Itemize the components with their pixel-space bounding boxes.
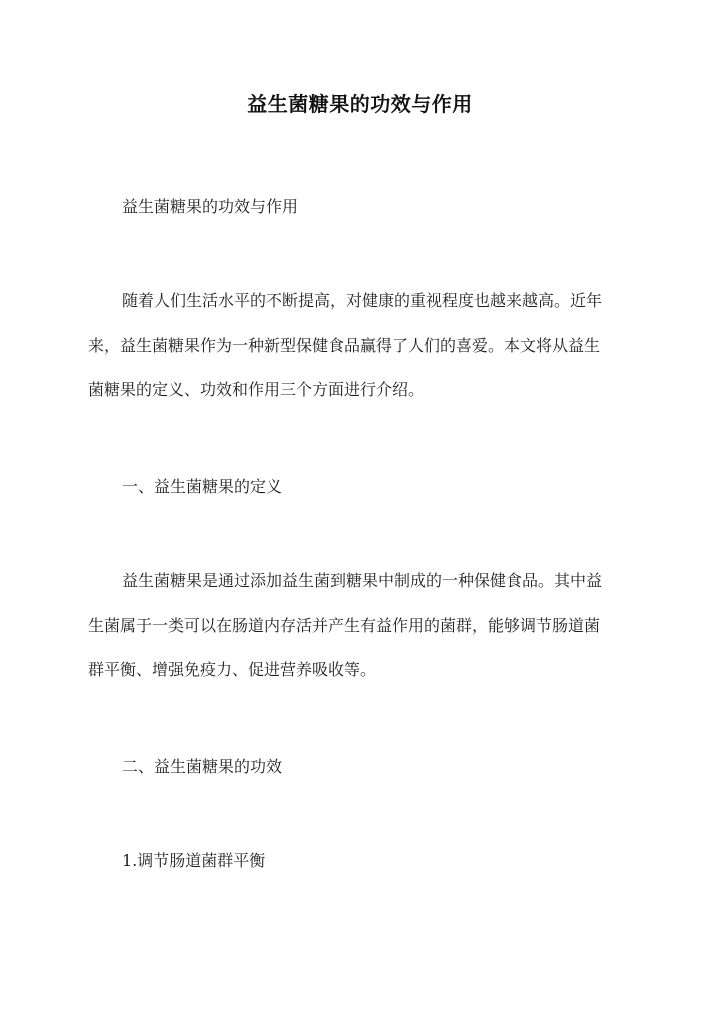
section-1-heading: 一、益生菌糖果的定义 bbox=[122, 477, 283, 496]
intro-line-2: 来，益生菌糖果作为一种新型保健食品赢得了人们的喜爱。本文将从益生 bbox=[88, 336, 601, 355]
document-title: 益生菌糖果的功效与作用 bbox=[247, 92, 473, 116]
section-1-line-2: 生菌属于一类可以在肠道内存活并产生有益作用的菌群，能够调节肠道菌 bbox=[88, 616, 601, 635]
item-1-heading: 1.调节肠道菌群平衡 bbox=[122, 851, 266, 870]
document-subtitle: 益生菌糖果的功效与作用 bbox=[122, 197, 299, 216]
section-1-line-3: 群平衡、增强免疫力、促进营养吸收等。 bbox=[88, 660, 377, 679]
section-1-line-1: 益生菌糖果是通过添加益生菌到糖果中制成的一种保健食品。其中益 bbox=[122, 571, 603, 590]
intro-line-3: 菌糖果的定义、功效和作用三个方面进行介绍。 bbox=[88, 380, 425, 399]
section-2-heading: 二、益生菌糖果的功效 bbox=[122, 757, 283, 776]
intro-line-1: 随着人们生活水平的不断提高，对健康的重视程度也越来越高。近年 bbox=[122, 291, 603, 310]
